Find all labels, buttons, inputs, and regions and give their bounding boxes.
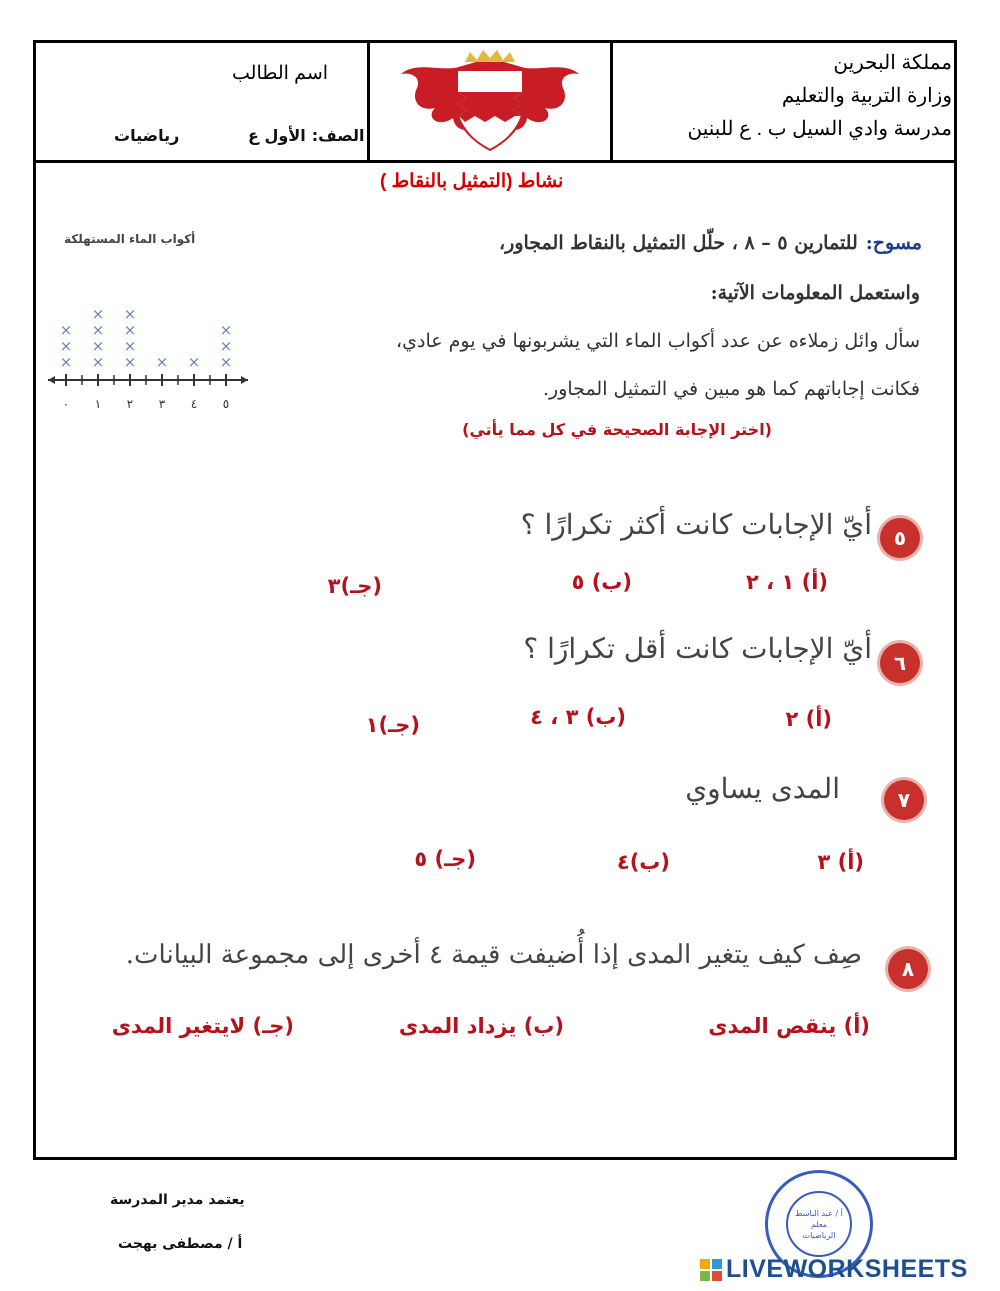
student-name-label: اسم الطالب bbox=[232, 63, 329, 84]
survey-label: مسوح: bbox=[865, 232, 922, 254]
data-mark: × bbox=[59, 321, 73, 339]
brand-text: LIVEWORKSHEETS bbox=[726, 1255, 968, 1283]
stamp-line-2: معلم bbox=[810, 1219, 828, 1229]
school-name: مدرسة وادي السيل ب . ع للبنين bbox=[687, 118, 952, 140]
question-5-option-c[interactable]: (جـ)٣ bbox=[327, 574, 382, 598]
intro-line-2: واستعمل المعلومات الآتية: bbox=[710, 282, 920, 304]
tick-label: ١ bbox=[94, 397, 102, 411]
data-mark: × bbox=[91, 337, 105, 355]
data-mark: × bbox=[123, 353, 137, 371]
question-6-number: ٦ bbox=[880, 643, 920, 683]
subject-name: رياضيات bbox=[114, 126, 180, 145]
data-mark: × bbox=[91, 305, 105, 323]
tick-label: ٢ bbox=[126, 397, 134, 411]
intro-line-4: فكانت إجاباتهم كما هو مبين في التمثيل المجاور. bbox=[543, 378, 920, 400]
data-mark: × bbox=[123, 337, 137, 355]
data-mark: × bbox=[91, 353, 105, 371]
question-5-text: أيّ الإجابات كانت أكثر تكرارًا ؟ bbox=[520, 508, 872, 541]
grade-field bbox=[248, 126, 364, 145]
tick-label: ٤ bbox=[190, 397, 198, 411]
data-mark: × bbox=[91, 321, 105, 339]
question-8-number: ٨ bbox=[888, 949, 928, 989]
question-7-number: ٧ bbox=[884, 780, 924, 820]
data-mark: × bbox=[219, 321, 233, 339]
question-8-option-c[interactable]: (جـ) لايتغير المدى bbox=[111, 1014, 294, 1038]
worksheet-frame bbox=[33, 40, 957, 1160]
liveworksheets-logo-icon bbox=[700, 1259, 722, 1281]
intro-line-3: سأل وائل زملاءه عن عدد أكواب الماء التي يشربونها في يوم عادي، bbox=[396, 330, 920, 352]
data-mark: × bbox=[187, 353, 201, 371]
tick-label: ٥ bbox=[222, 397, 230, 411]
grade-value: الأول ع bbox=[248, 126, 306, 145]
question-6-option-b[interactable]: (ب) ٣ ، ٤ bbox=[530, 705, 626, 729]
question-6-text: أيّ الإجابات كانت أقل تكرارًا ؟ bbox=[523, 632, 872, 665]
data-mark: × bbox=[59, 337, 73, 355]
approval-text: يعتمد مدير المدرسة bbox=[110, 1192, 245, 1208]
stamp-inner bbox=[786, 1191, 852, 1257]
data-mark: × bbox=[219, 353, 233, 371]
axis-arrow-left bbox=[48, 376, 55, 384]
question-5-number: ٥ bbox=[880, 518, 920, 558]
activity-title: نشاط (التمثيل بالنقاط ) bbox=[380, 171, 564, 192]
data-mark: × bbox=[155, 353, 169, 371]
dot-plot-title: أكواب الماء المستهلكة bbox=[64, 232, 196, 246]
dot-plot-svg bbox=[44, 232, 254, 432]
principal-name: أ / مصطفى بهجت bbox=[118, 1236, 243, 1252]
data-mark: × bbox=[123, 305, 137, 323]
question-7-option-b[interactable]: (ب)٤ bbox=[616, 850, 670, 874]
kingdom-name: مملكة البحرين bbox=[833, 52, 952, 74]
data-mark: × bbox=[123, 321, 137, 339]
question-6-option-a[interactable]: (أ) ٢ bbox=[785, 707, 832, 731]
data-mark: × bbox=[219, 337, 233, 355]
question-8-option-b[interactable]: (ب) يزداد المدى bbox=[398, 1014, 564, 1038]
tick-label: ٠ bbox=[62, 397, 70, 411]
question-7-option-c[interactable]: (جـ) ٥ bbox=[414, 847, 476, 871]
ministry-name: وزارة التربية والتعليم bbox=[781, 85, 952, 107]
header-divider-left bbox=[367, 40, 370, 162]
question-6-option-c[interactable]: (جـ)١ bbox=[365, 713, 420, 737]
grade-label: الصف: bbox=[311, 126, 365, 145]
tick-label: ٣ bbox=[158, 397, 166, 411]
data-mark: × bbox=[59, 353, 73, 371]
question-8-option-a[interactable]: (أ) ينقص المدى bbox=[708, 1014, 870, 1038]
stamp-line-1: أ / عبد الباسط bbox=[795, 1208, 843, 1218]
liveworksheets-brand bbox=[700, 1255, 968, 1284]
question-7-text: المدى يساوي bbox=[685, 772, 840, 805]
intro-line-1 bbox=[499, 232, 922, 254]
stamp-line-3: الرياضيات bbox=[802, 1230, 836, 1240]
axis-arrow-right bbox=[241, 376, 248, 384]
header-divider-right bbox=[610, 40, 613, 162]
question-5-option-a[interactable]: (أ) ١ ، ٢ bbox=[746, 570, 828, 594]
header-divider bbox=[33, 160, 957, 163]
intro-line-1-text: للتمارين ٥ – ٨ ، حلّل التمثيل بالنقاط المجاور، bbox=[499, 232, 858, 254]
question-8-text: صِف كيف يتغير المدى إذا أُضيفت قيمة ٤ أخرى إلى مجموعة البيانات. bbox=[125, 940, 862, 970]
instruction-text: (اختر الإجابة الصحيحة في كل مما يأتي) bbox=[462, 420, 772, 439]
dot-plot bbox=[44, 232, 254, 432]
bahrain-emblem bbox=[395, 48, 585, 156]
question-7-option-a[interactable]: (أ) ٣ bbox=[817, 850, 864, 874]
question-5-option-b[interactable]: (ب) ٥ bbox=[571, 570, 632, 594]
